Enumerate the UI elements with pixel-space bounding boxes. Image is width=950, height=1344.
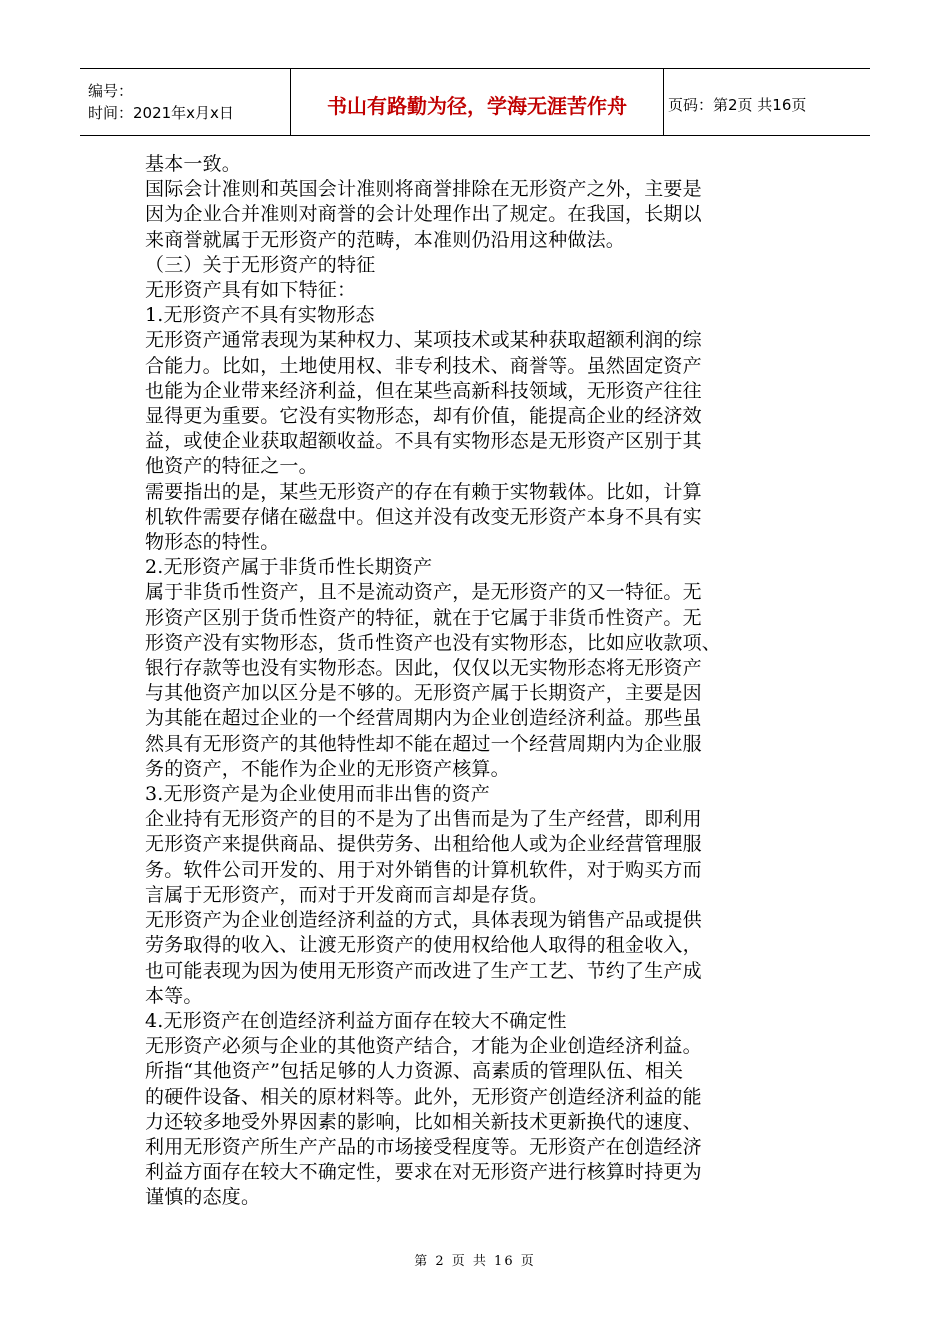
paragraph-line: 无形资产来提供商品、提供劳务、出租给他人或为企业经营管理服	[145, 833, 702, 856]
paragraph-line: 无形资产具有如下特征：	[145, 279, 357, 302]
paragraph-line: 无形资产通常表现为某种权力、某项技术或某种获取超额利润的综	[145, 329, 702, 352]
paragraph-line: 力还较多地受外界因素的影响，比如相关新技术更新换代的速度、	[145, 1110, 702, 1133]
paragraph-line: 然具有无形资产的其他特性却不能在超过一个经营周期内为企业服	[145, 732, 702, 755]
header-motto: 书山有路勤为径，学海无涯苦作舟	[291, 69, 664, 136]
paragraph-line: 基本一致。	[145, 153, 242, 175]
paragraph-line: 他资产的特征之一。	[145, 455, 318, 478]
document-number-label: 编号：	[88, 82, 134, 100]
paragraph-line: 需要指出的是，某些无形资产的存在有赖于实物载体。比如，计算	[145, 480, 702, 503]
paragraph-line: 显得更为重要。它没有实物形态，却有价值，能提高企业的经济效	[145, 405, 702, 428]
paragraph-line: 2.无形资产属于非货币性长期资产	[145, 556, 433, 579]
paragraph-line: 益，或使企业获取超额收益。不具有实物形态是无形资产区别于其	[145, 430, 702, 453]
paragraph-line: 也能为企业带来经济利益，但在某些高新科技领域，无形资产往往	[145, 379, 702, 402]
paragraph-line: 的硬件设备、相关的原材料等。此外，无形资产创造经济利益的能	[145, 1085, 702, 1108]
paragraph-line: 国际会计准则和英国会计准则将商誉排除在无形资产之外，主要是	[145, 178, 702, 201]
paragraph-line: 来商誉就属于无形资产的范畴，本准则仍沿用这种做法。	[145, 228, 626, 251]
paragraph-line: 银行存款等也没有实物形态。因此，仅仅以无实物形态将无形资产	[145, 657, 702, 680]
paragraph-line: 谨慎的态度。	[145, 1186, 261, 1209]
document-body	[145, 152, 805, 1211]
document-time-label: 时间：2021年x月x日	[88, 104, 234, 122]
header-page-info: 页码：第2页 共16页	[664, 69, 871, 136]
paragraph-line: 也可能表现为因为使用无形资产而改进了生产工艺、节约了生产成	[145, 959, 702, 982]
paragraph-line: 无形资产必须与企业的其他资产结合，才能为企业创造经济利益。	[145, 1035, 702, 1058]
paragraph-line: 1.无形资产不具有实物形态	[145, 304, 375, 327]
paragraph-line: 形资产没有实物形态，货币性资产也没有实物形态，比如应收款项、	[145, 631, 722, 654]
paragraph-line: 与其他资产加以区分是不够的。无形资产属于长期资产，主要是因	[145, 682, 702, 705]
page-footer: 第 2 页 共 16 页	[414, 1254, 536, 1269]
paragraph-line: 物形态的特性。	[145, 531, 280, 554]
paragraph-line: 企业持有无形资产的目的不是为了出售而是为了生产经营，即利用	[145, 808, 702, 831]
page-header	[80, 68, 870, 136]
header-meta-cell	[80, 69, 291, 136]
paragraph-line: 为其能在超过企业的一个经营周期内为企业创造经济利益。那些虽	[145, 707, 702, 730]
paragraph-line: 所指“其他资产”包括足够的人力资源、高素质的管理队伍、相关	[145, 1060, 684, 1083]
paragraph-line: 机软件需要存储在磁盘中。但这并没有改变无形资产本身不具有实	[145, 505, 702, 528]
paragraph-line: 因为企业合并准则对商誉的会计处理作出了规定。在我国，长期以	[145, 203, 702, 226]
paragraph-line: 务的资产，不能作为企业的无形资产核算。	[145, 757, 510, 780]
paragraph-line: 无形资产为企业创造经济利益的方式，具体表现为销售产品或提供	[145, 909, 702, 932]
paragraph-line: 4.无形资产在创造经济利益方面存在较大不确定性	[145, 1009, 567, 1032]
paragraph-line: 利益方面存在较大不确定性，要求在对无形资产进行核算时持更为	[145, 1161, 702, 1184]
paragraph-line: 形资产区别于货币性资产的特征，就在于它属于非货币性资产。无	[145, 606, 702, 629]
paragraph-line: 言属于无形资产，而对于开发商而言却是存货。	[145, 883, 549, 906]
paragraph-line: 利用无形资产所生产产品的市场接受程度等。无形资产在创造经济	[145, 1135, 702, 1158]
paragraph-line: 合能力。比如，土地使用权、非专利技术、商誉等。虽然固定资产	[145, 354, 702, 377]
paragraph-line: 属于非货币性资产，且不是流动资产，是无形资产的又一特征。无	[145, 581, 702, 604]
paragraph-line: 本等。	[145, 984, 203, 1007]
paragraph-line: 务。软件公司开发的、用于对外销售的计算机软件，对于购买方而	[145, 858, 702, 881]
paragraph-line: 3.无形资产是为企业使用而非出售的资产	[145, 783, 490, 806]
paragraph-line: （三）关于无形资产的特征	[145, 253, 376, 276]
paragraph-line: 劳务取得的收入、让渡无形资产的使用权给他人取得的租金收入，	[145, 934, 702, 957]
